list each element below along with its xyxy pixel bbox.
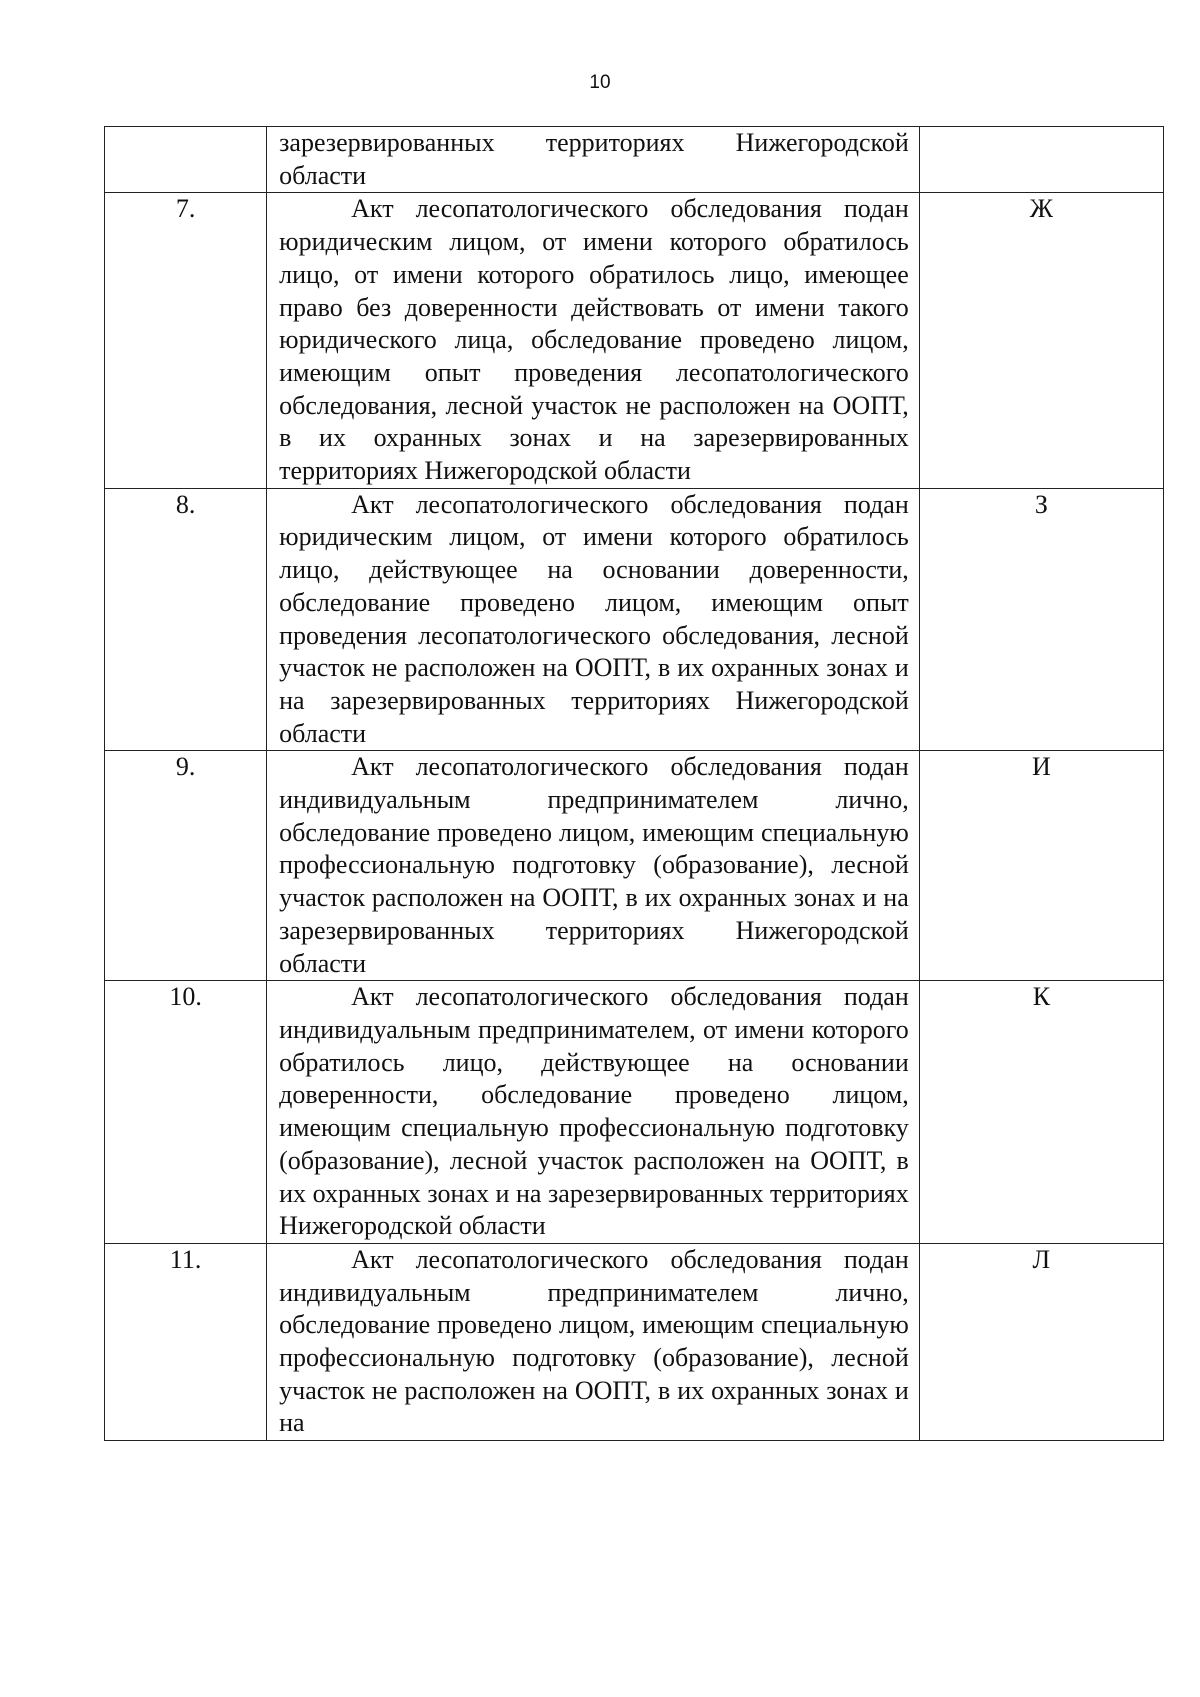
row-code: Л (919, 1243, 1163, 1440)
table-row (105, 127, 1164, 193)
row-number: 11. (105, 1243, 267, 1440)
row-description: Акт лесопатологического обследования подан индивидуальным предпринимателем лично, обследование проведено лицом, имеющим специальную профессиональную подготовку (образование), лесной участок не расположен на ООПТ, в их охранных зонах и на (279, 1244, 909, 1438)
row-description-cell (267, 488, 920, 751)
row-code (919, 127, 1163, 193)
row-description: Акт лесопатологического обследования подан индивидуальным предпринимателем лично, обследование проведено лицом, имеющим специальную профессиональную подготовку (образование), лесной участок расположен на ООПТ, в их охранных зонах и на зарезервированных территориях Нижегородской области (279, 752, 909, 978)
document-table (104, 126, 1164, 1441)
row-number: 7. (105, 193, 267, 488)
row-number: 9. (105, 751, 267, 981)
row-code: И (919, 751, 1163, 981)
table-row (105, 751, 1164, 981)
table-row (105, 488, 1164, 751)
row-description-cell (267, 193, 920, 488)
table-row (105, 1243, 1164, 1440)
table-body (105, 127, 1164, 1441)
row-code: З (919, 488, 1163, 751)
row-description: Акт лесопатологического обследования подан индивидуальным предпринимателем, от имени которого обратилось лицо, действующее на основании доверенности, обследование проведено лицом, имеющим специальную профессиональную подготовку (образование), лесной участок расположен на ООПТ, в их охранных зонах и на зарезервированных территориях Нижегородской области (279, 982, 909, 1241)
row-description: зарезервированных территориях Нижегородской области (279, 128, 909, 190)
page-number: 10 (589, 72, 611, 93)
row-description: Акт лесопатологического обследования подан юридическим лицом, от имени которого обратилось лицо, от имени которого обратилось лицо, имеющее право без доверенности действовать от имени такого юридического лица, обследование проведено лицом, имеющим опыт проведения лесопатологического обследования, лесной участок не расположен на ООПТ, в их охранных зонах и на зарезервированных территориях Нижегородской области (279, 194, 909, 486)
table-row (105, 981, 1164, 1244)
row-description-cell (267, 1243, 920, 1440)
row-number (105, 127, 267, 193)
row-description-cell (267, 981, 920, 1244)
row-number: 8. (105, 488, 267, 751)
table-row (105, 193, 1164, 488)
row-number: 10. (105, 981, 267, 1244)
row-description-cell (267, 751, 920, 981)
row-description-cell (267, 127, 920, 193)
row-code: Ж (919, 193, 1163, 488)
row-description: Акт лесопатологического обследования подан юридическим лицом, от имени которого обратилось лицо, действующее на основании доверенности, обследование проведено лицом, имеющим опыт проведения лесопатологического обследования, лесной участок не расположен на ООПТ, в их охранных зонах и на зарезервированных территориях Нижегородской области (279, 489, 909, 748)
row-code: К (919, 981, 1163, 1244)
